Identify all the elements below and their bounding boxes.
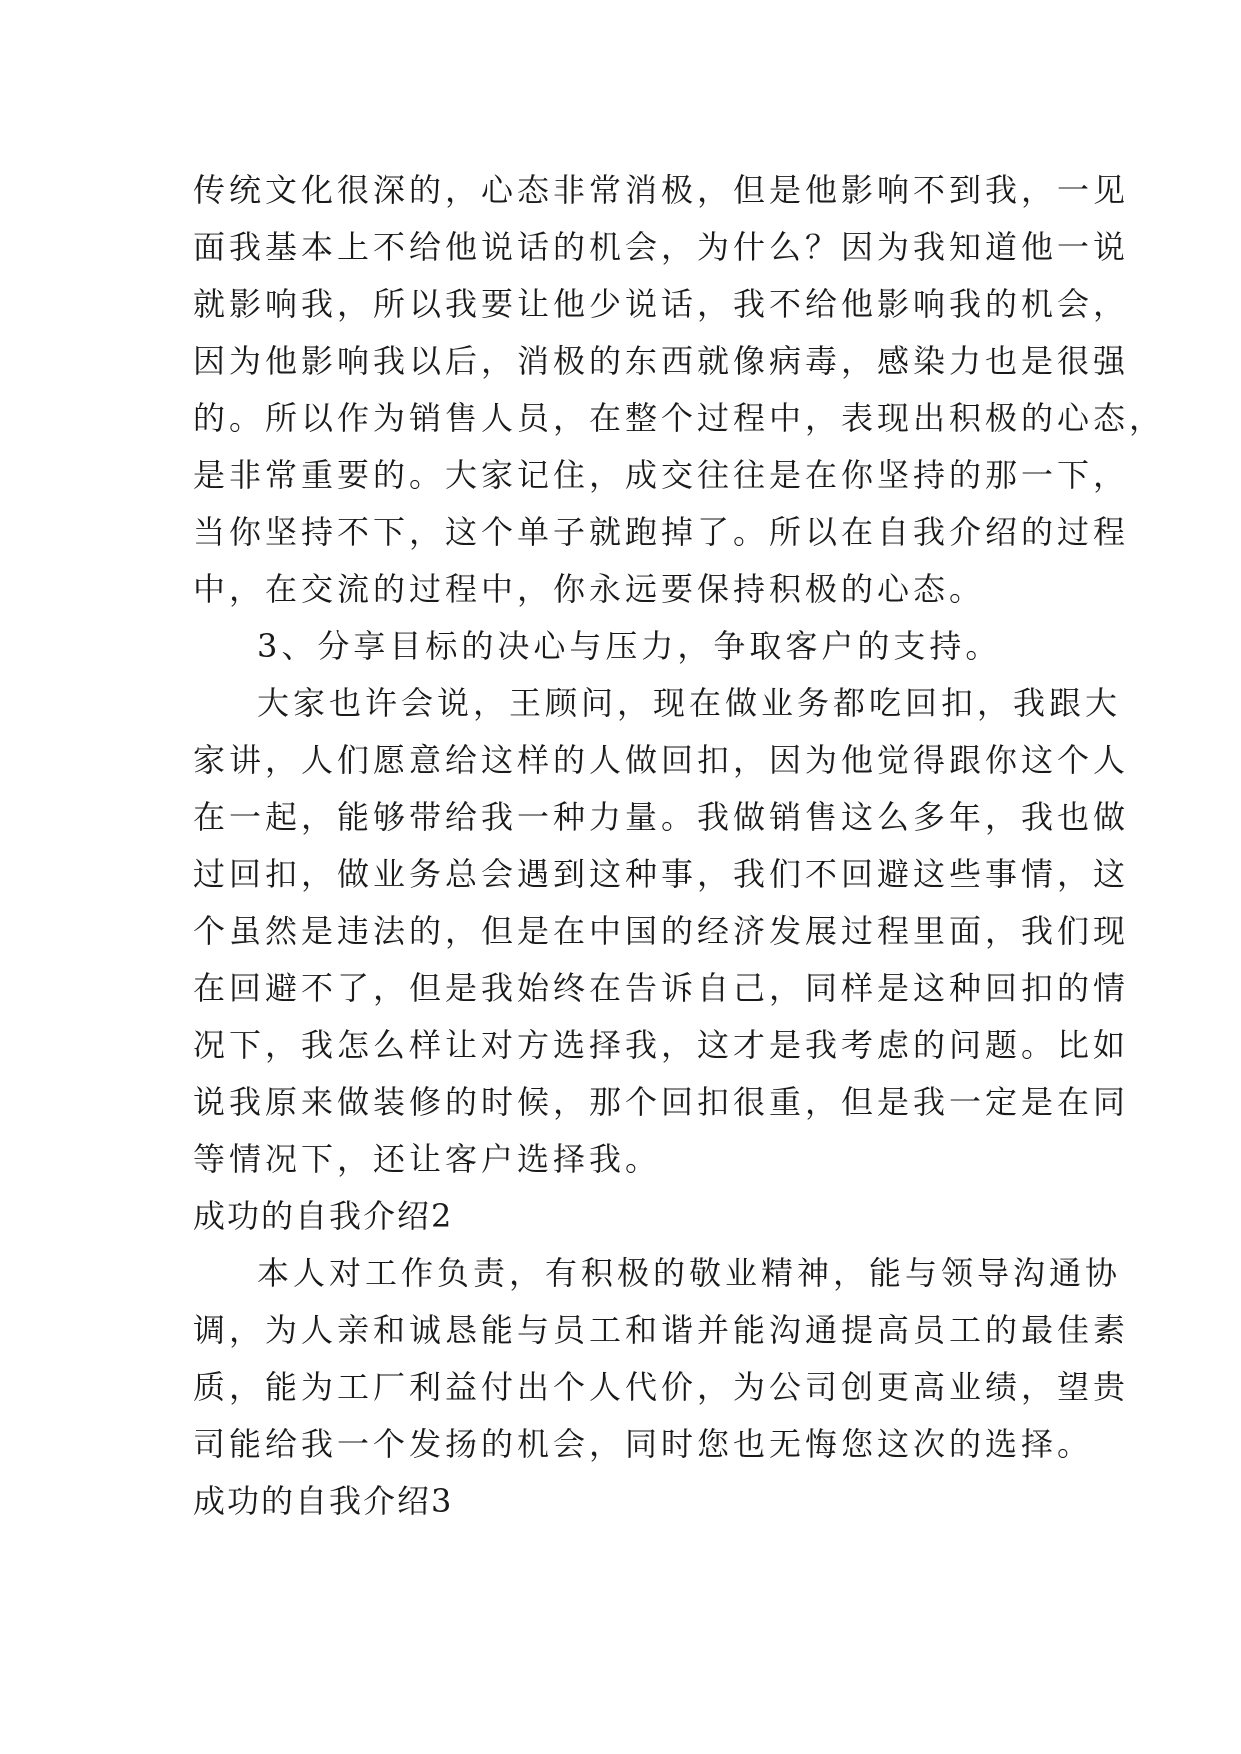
body-text-line: 当你坚持不下，这个单子就跑掉了。所以在自我介绍的过程 [193, 513, 1130, 551]
body-text-line: 在回避不了，但是我始终在告诉自己，同样是这种回扣的情 [193, 969, 1130, 1007]
body-text-line: 中，在交流的过程中，你永远要保持积极的心态。 [193, 570, 986, 608]
body-text-line: 家讲，人们愿意给这样的人做回扣，因为他觉得跟你这个人 [193, 741, 1130, 779]
body-text-line: 在一起，能够带给我一种力量。我做销售这么多年，我也做 [193, 798, 1130, 836]
body-text-line: 传统文化很深的，心态非常消极，但是他影响不到我，一见 [193, 171, 1130, 209]
body-text-line: 况下，我怎么样让对方选择我，这才是我考虑的问题。比如 [193, 1026, 1130, 1064]
body-text-line: 质，能为工厂利益付出个人代价，为公司创更高业绩，望贵 [193, 1368, 1130, 1406]
body-text-line: 等情况下，还让客户选择我。 [193, 1140, 662, 1178]
body-text-line: 司能给我一个发扬的机会，同时您也无悔您这次的选择。 [193, 1425, 1094, 1463]
body-text-line: 因为他影响我以后，消极的东西就像病毒，感染力也是很强 [193, 342, 1130, 380]
section-heading: 成功的自我介绍2 [193, 1197, 454, 1235]
body-text-line: 过回扣，做业务总会遇到这种事，我们不回避这些事情，这 [193, 855, 1130, 893]
body-text-line: 说我原来做装修的时候，那个回扣很重，但是我一定是在同 [193, 1083, 1130, 1121]
body-text-line: 是非常重要的。大家记住，成交往往是在你坚持的那一下， [193, 456, 1130, 494]
numbered-point: 3、分享目标的决心与压力，争取客户的支持。 [257, 627, 1002, 665]
body-text-line: 就影响我，所以我要让他少说话，我不给他影响我的机会， [193, 285, 1130, 323]
body-text-line: 面我基本上不给他说话的机会，为什么？因为我知道他一说 [193, 228, 1130, 266]
body-text-line: 调，为人亲和诚恳能与员工和谐并能沟通提高员工的最佳素 [193, 1311, 1130, 1349]
section-heading: 成功的自我介绍3 [193, 1482, 454, 1520]
paragraph-first-line: 大家也许会说，王顾问，现在做业务都吃回扣，我跟大 [257, 684, 1122, 722]
paragraph-first-line: 本人对工作负责，有积极的敬业精神，能与领导沟通协 [257, 1254, 1122, 1292]
body-text-line: 个虽然是违法的，但是在中国的经济发展过程里面，我们现 [193, 912, 1130, 950]
body-text-line: 的。所以作为销售人员，在整个过程中，表现出积极的心态， [193, 399, 1166, 437]
